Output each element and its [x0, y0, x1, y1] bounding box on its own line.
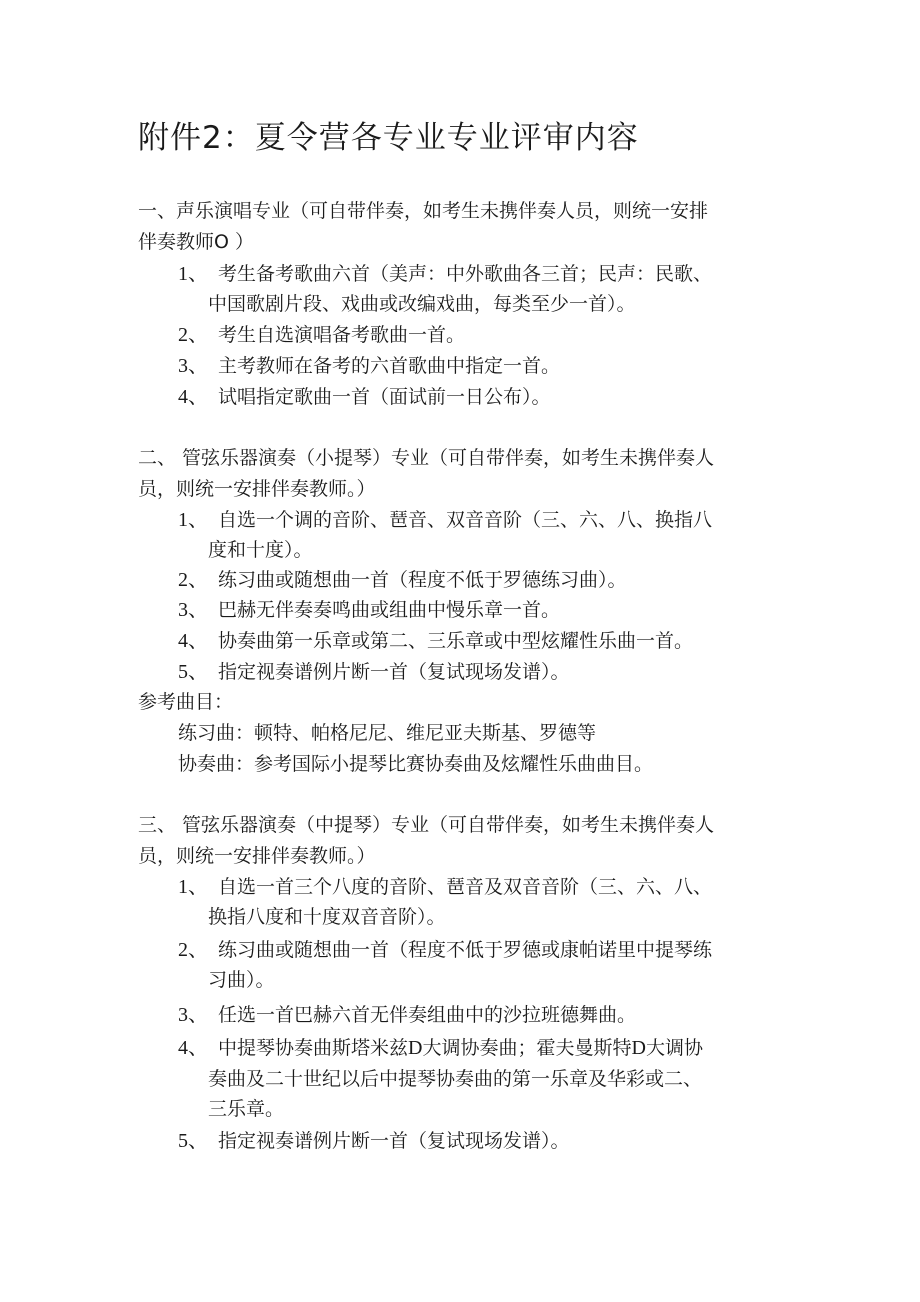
key-letter: D	[631, 1037, 646, 1059]
item-text: 考生自选演唱备考歌曲一首。	[218, 324, 466, 346]
section3-item-2	[178, 937, 712, 963]
item-text-c: 大调协奏曲；霍夫曼斯特	[422, 1037, 632, 1059]
section2-item-1-cont: 度和十度）。	[208, 539, 313, 561]
reference-label: 参考曲目：	[138, 691, 234, 713]
item-number: 5、	[178, 1130, 208, 1152]
section2-item-1	[178, 507, 712, 533]
item-number: 1、	[178, 263, 208, 285]
item-number: 3、	[178, 355, 208, 377]
item-text: 考生备考歌曲六首（美声：中外歌曲各三首；民声：民歌、	[218, 263, 713, 285]
section2-heading-line1: 二、 管弦乐器演奏（小提琴）专业（可自带伴奏，如考生未携伴奏人	[138, 447, 715, 469]
document-title: 附件2：夏令营各专业专业评审内容	[138, 120, 639, 156]
section3-heading-line1: 三、 管弦乐器演奏（中提琴）专业（可自带伴奏，如考生未携伴奏人	[138, 814, 715, 836]
item-text: 试唱指定歌曲一首（面试前一日公布）。	[218, 386, 551, 408]
item-number: 1、	[178, 876, 208, 898]
item-number: 4、	[178, 630, 208, 652]
section3-item-1	[178, 874, 712, 900]
section2-heading-line2: 员，则统一安排伴奏教师。）	[138, 478, 376, 500]
item-number: 2、	[178, 569, 208, 591]
item-number: 4、	[178, 1037, 208, 1059]
reference-etudes: 练习曲：顿特、帕格尼尼、维尼亚夫斯基、罗德等	[178, 722, 597, 744]
item-text-a: 中提琴协奏曲斯塔米兹	[218, 1037, 409, 1059]
section1-item-1-cont: 中国歌剧片段、戏曲或改编戏曲，每类至少一首）。	[208, 293, 636, 315]
item-text-e: 大调协	[645, 1037, 703, 1059]
item-number: 4、	[178, 386, 208, 408]
item-text: 练习曲或随想曲一首（程度不低于罗德练习曲）。	[218, 569, 627, 591]
section3-item-1-cont: 换指八度和十度双音音阶）。	[208, 906, 446, 928]
item-text: 任选一首巴赫六首无伴奏组曲中的沙拉班德舞曲。	[218, 1004, 637, 1026]
item-number: 5、	[178, 661, 208, 683]
section1-heading-line1: 一、声乐演唱专业（可自带伴奏，如考生未携伴奏人员，则统一安排	[138, 200, 709, 222]
item-number: 2、	[178, 324, 208, 346]
section1-item-4	[178, 384, 551, 410]
section3-item-5	[178, 1128, 570, 1154]
item-text: 指定视奏谱例片断一首（复试现场发谱）。	[218, 661, 570, 683]
section3-item-2-cont: 习曲）。	[208, 969, 275, 991]
section2-item-3	[178, 597, 560, 623]
section1-item-3	[178, 353, 560, 379]
item-number: 1、	[178, 509, 208, 531]
item-text: 练习曲或随想曲一首（程度不低于罗德或康帕诺里中提琴练	[218, 939, 713, 961]
key-letter: D	[408, 1037, 423, 1059]
section3-item-4-cont1: 奏曲及二十世纪以后中提琴协奏曲的第一乐章及华彩或二、	[208, 1068, 703, 1090]
section3-item-4	[178, 1035, 703, 1061]
item-text: 指定视奏谱例片断一首（复试现场发谱）。	[218, 1130, 570, 1152]
item-number: 3、	[178, 1004, 208, 1026]
reference-concertos: 协奏曲：参考国际小提琴比赛协奏曲及炫耀性乐曲曲目。	[178, 753, 654, 775]
section1-heading-line2: 伴奏教师O ）	[138, 231, 254, 253]
section3-item-4-cont2: 三乐章。	[208, 1098, 285, 1120]
item-text: 自选一首三个八度的音阶、琶音及双音音阶（三、六、八、	[218, 876, 713, 898]
item-text: 巴赫无伴奏奏鸣曲或组曲中慢乐章一首。	[218, 599, 561, 621]
section1-item-2	[178, 322, 465, 348]
section3-heading-line2: 员，则统一安排伴奏教师。）	[138, 845, 376, 867]
item-number: 3、	[178, 599, 208, 621]
item-text: 协奏曲第一乐章或第二、三乐章或中型炫耀性乐曲一首。	[218, 630, 694, 652]
item-number: 2、	[178, 939, 208, 961]
item-text: 主考教师在备考的六首歌曲中指定一首。	[218, 355, 561, 377]
item-text: 自选一个调的音阶、琶音、双音音阶（三、六、八、换指八	[218, 509, 713, 531]
section3-item-3	[178, 1002, 636, 1028]
section1-item-1	[178, 261, 712, 287]
section2-item-2	[178, 567, 627, 593]
section2-item-4	[178, 628, 693, 654]
section2-item-5	[178, 659, 570, 685]
